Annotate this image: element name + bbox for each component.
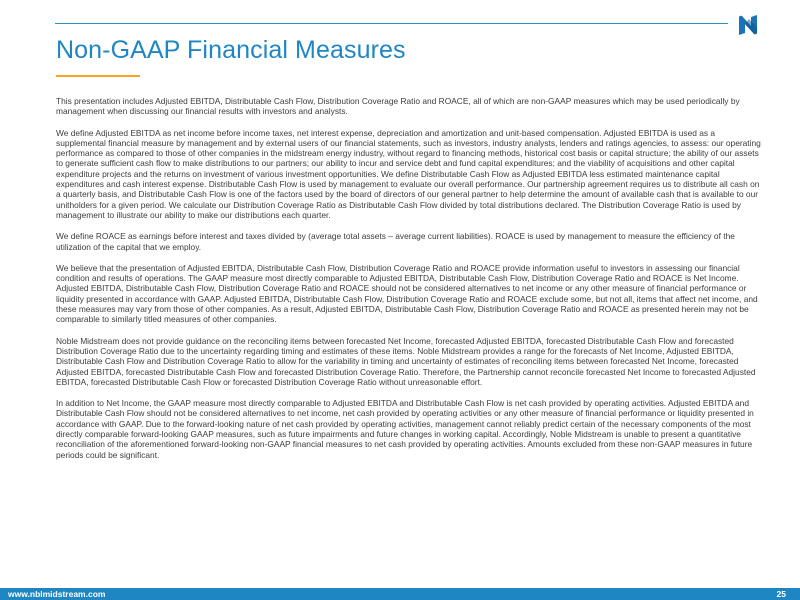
paragraph-adjusted-ebitda: We define Adjusted EBITDA as net income before income taxes, net interest expense, depreciation and amortization and unit-based compensation. Adjusted EBITDA is used as a supplemental financial measure by management and by external users of our financial statements, such as investors, industry analysts, lenders and ratings agencies, to assess: our operating performance as compared to those of other companies in the midstream energy industry, without regard to financing methods, historical cost basis or capital structure; the ability of our assets to generate sufficient cash flow to make distributions to our partners; our ability to incur and service debt and fund capital expenditures; and the viability of acquisitions and other capital expenditure projects and the returns on investment of various investment opportunities. We define Distributable Cash Flow as Adjusted EBITDA less estimated maintenance capital expenditures and cash interest expense. Distributable Cash Flow is used by management to evaluate our overall performance. Our partnership agreement requires us to distribute all cash on a quarterly basis, and Distributable Cash Flow is one of the factors used by the board of directors of our general partner to help determine the amount of available cash that is available to our unitholders for a given period. We calculate our Distribution Coverage Ratio as Distributable Cash Flow divided by total distributions declared. The Distribution Coverage Ratio is used by management to illustrate our ability to make our distributions each quarter. [56,127,761,220]
paragraph-guidance: Noble Midstream does not provide guidance on the reconciling items between forecasted Net Income, forecasted Adjusted EBITDA, forecasted Distributable Cash Flow and forecasted Distribution Coverage Ratio due to the uncertainty regarding timing and estimates of these items. Noble Midstream provides a range for the forecasts of Net Income, Adjusted EBITDA, Distributable Cash Flow and Distribution Coverage Ratio to allow for the variability in timing and uncertainty of estimates of reconciling items between forecasted Net Income, forecasted Adjusted EBITDA, forecasted Distributable Cash Flow and forecasted Distribution Coverage Ratio. Therefore, the Partnership cannot reconcile forecasted Net Income to forecasted Adjusted EBITDA, forecasted Distributable Cash Flow or forecasted Distribution Coverage Ratio without unreasonable effort. [56,335,756,387]
header-rule [55,23,728,24]
paragraph-roace: We define ROACE as earnings before interest and taxes divided by (average total assets – average current liabilities). ROACE is used by management to measure the efficiency of the utilization of the capital that we employ. [56,231,735,252]
title-underline [56,75,140,77]
page-title: Non-GAAP Financial Measures [56,36,406,64]
footer-bar [0,588,800,600]
paragraph-reconciliation: In addition to Net Income, the GAAP measure most directly comparable to Adjusted EBITDA and Distributable Cash Flow is net cash provided by operating activities. Adjusted EBITDA and Distributable Cash Flow should not be considered alternatives to net income, net cash provided by operating activities or any other measure of financial performance or liquidity presented in accordance with GAAP. Due to the forward-looking nature of net cash provided by operating activities, management cannot reliably predict certain of the necessary components of the most directly comparable forward-looking GAAP measures, such as future impairments and future changes in working capital. Accordingly, Noble Midstream is unable to present a quantitative reconciliation of the aforementioned forward-looking non-GAAP financial measures to net cash provided by operating activities. Amounts excluded from these non-GAAP measures in future periods could be significant. [56,398,754,460]
footer-website-link[interactable]: www.nblmidstream.com [8,589,106,599]
paragraph-usefulness: We believe that the presentation of Adjusted EBITDA, Distributable Cash Flow, Distribution Coverage Ratio and ROACE provide information useful to investors in assessing our financial condition and results of operations. The GAAP measure most directly comparable to Adjusted EBITDA, Distributable Cash Flow, Distribution Coverage Ratio and ROACE is Net Income. Adjusted EBITDA, Distributable Cash Flow, Distribution Coverage Ratio and ROACE should not be considered alternatives to net income or any other measure of financial performance or liquidity presented in accordance with GAAP. Adjusted EBITDA, Distributable Cash Flow, Distribution Coverage Ratio and ROACE exclude some, but not all, items that affect net income, and these measures may vary from those of other companies. As a result, Adjusted EBITDA, Distributable Cash Flow, Distribution Coverage Ratio and ROACE as presented herein may not be comparable to similarly titled measures of other companies. [56,262,758,325]
noble-midstream-n-logo-icon [737,14,759,36]
paragraph-intro: This presentation includes Adjusted EBITDA, Distributable Cash Flow, Distribution Coverage Ratio and ROACE, all of which are non-GAAP measures which may be used periodically by management when discussing our financial results with investors and analysts. [56,96,740,117]
body-text [56,96,761,471]
page-number: 25 [776,589,786,599]
